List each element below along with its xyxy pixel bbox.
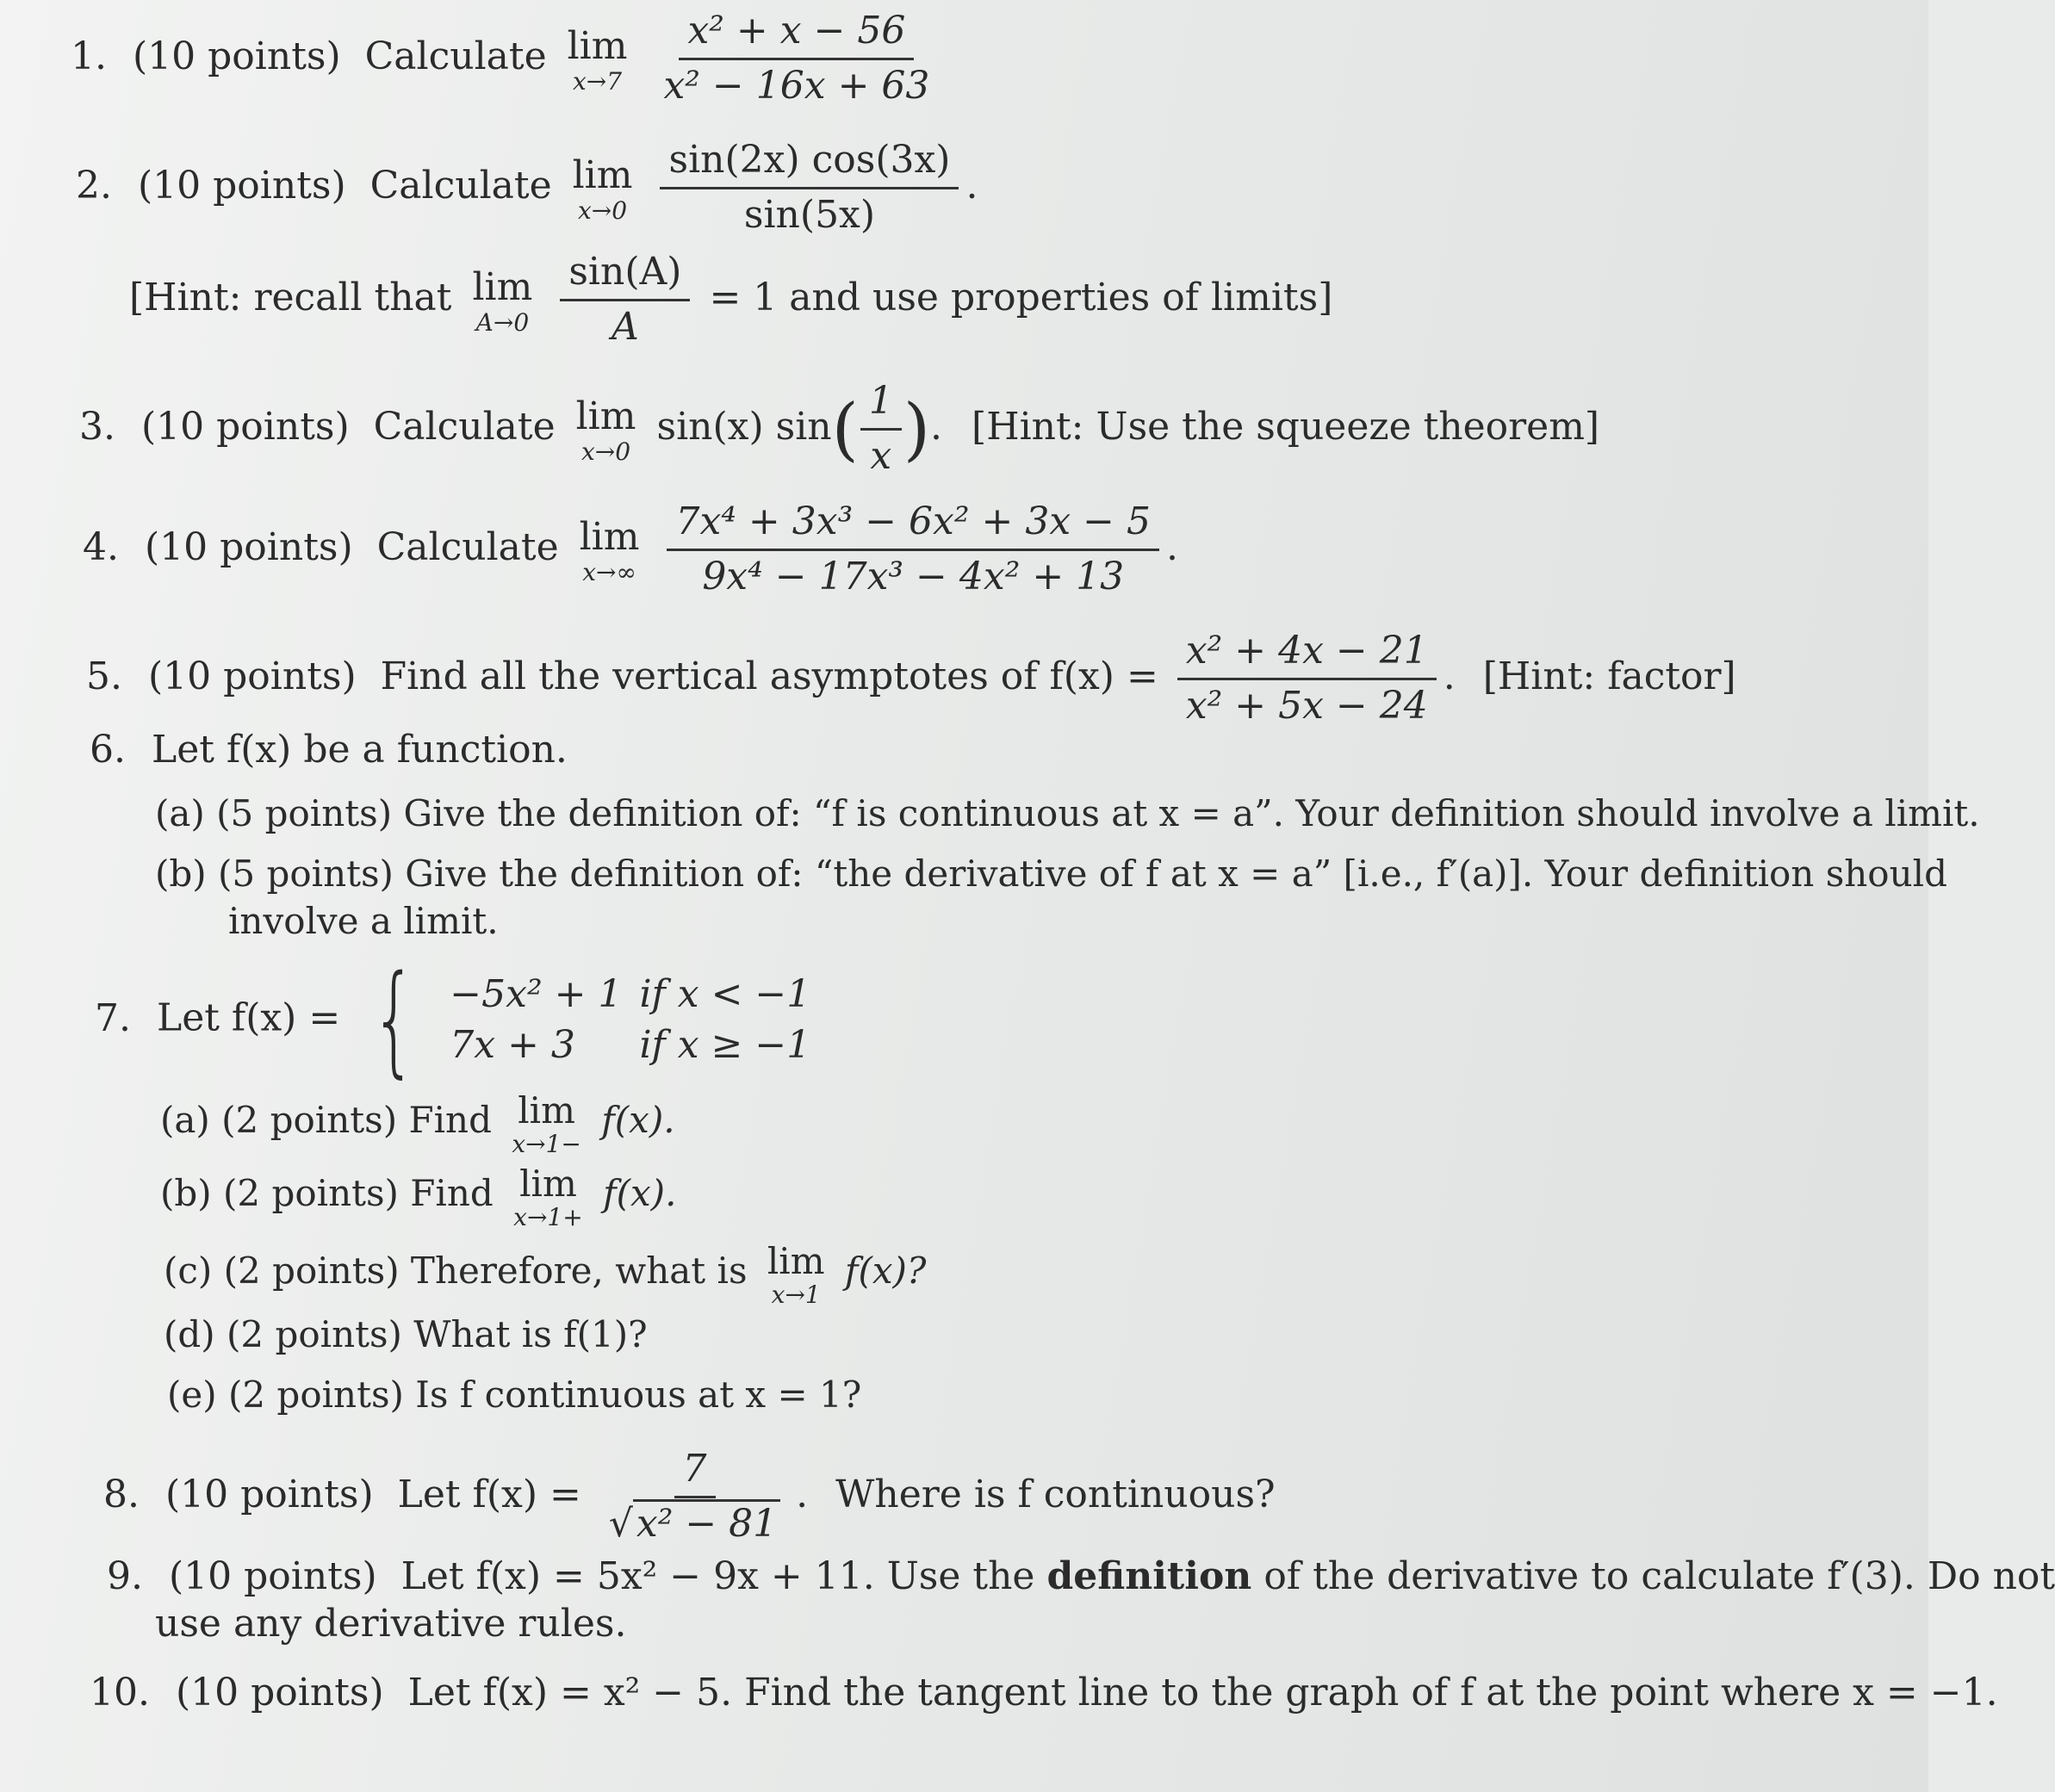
instruction: Calculate xyxy=(364,34,547,78)
left-brace: { xyxy=(371,950,418,1090)
function-definition-label: Let f(x) = xyxy=(156,995,341,1040)
case-condition: if x ≥ −1 xyxy=(639,1023,811,1067)
problem-7a xyxy=(160,1089,675,1159)
instruction: Let f(x) be a function. xyxy=(151,728,568,772)
problem-6a: (a) (5 points) Give the definition of: “f is continuous at x = a”. Your definition should involve a limit. xyxy=(155,792,1980,834)
fraction xyxy=(560,250,690,350)
piecewise-cases xyxy=(448,969,828,1072)
lim-subscript: x→1+ xyxy=(513,1203,583,1232)
right-paren: ) xyxy=(903,388,931,469)
radicand: x² − 81 xyxy=(633,1499,780,1546)
problem-7b xyxy=(160,1163,676,1230)
limit-operator xyxy=(767,1240,825,1310)
problem-6 xyxy=(90,728,568,773)
fraction xyxy=(1177,629,1437,729)
fraction xyxy=(655,9,938,109)
numerator: 7x⁴ + 3x³ − 6x² + 3x − 5 xyxy=(667,499,1159,551)
period: . xyxy=(796,1472,809,1516)
case-row xyxy=(450,970,826,1020)
numerator: x² + x − 56 xyxy=(679,9,914,60)
denominator: x² − 16x + 63 xyxy=(663,63,930,108)
points-label: (10 points) xyxy=(175,1671,384,1714)
lim-word: lim xyxy=(575,394,636,438)
lim-word: lim xyxy=(572,152,633,197)
case-expression: −5x² + 1 xyxy=(450,972,623,1017)
instruction: Calculate xyxy=(373,404,556,449)
numerator: 1 xyxy=(860,379,902,431)
problem-9 xyxy=(107,1554,2055,1600)
instruction-continued: of the derivative to calculate f′(3). Do not xyxy=(1263,1554,2055,1598)
lim-subscript: x→7 xyxy=(573,66,623,96)
period: . xyxy=(1443,654,1456,698)
points-label: (10 points) xyxy=(147,654,357,698)
points-label: (10 points) xyxy=(168,1554,377,1598)
instruction: Let f(x) = 5x² − 9x + 11. Use the xyxy=(400,1554,1035,1598)
fraction xyxy=(660,138,959,239)
limit-operator xyxy=(568,24,628,94)
item-text: (b) (2 points) Find xyxy=(160,1172,494,1215)
problem-9-continued: use any derivative rules. xyxy=(155,1602,627,1646)
numerator: sin(2x) cos(3x) xyxy=(660,138,959,189)
period: . xyxy=(1166,524,1178,569)
case-condition: if x < −1 xyxy=(639,972,811,1017)
instruction: Find all the vertical asymptotes of f(x) = xyxy=(380,654,1158,698)
problem-7c xyxy=(164,1240,927,1310)
hint: [Hint: Use the squeeze theorem] xyxy=(972,404,1600,449)
problem-number: 7. xyxy=(95,995,131,1040)
hint-prefix: [Hint: recall that xyxy=(129,275,452,319)
fraction xyxy=(860,379,902,480)
denominator: sin(5x) xyxy=(743,192,876,237)
limit-operator xyxy=(580,515,640,585)
limit-operator xyxy=(576,394,636,464)
denominator: 9x⁴ − 17x³ − 4x² + 13 xyxy=(702,554,1125,598)
lim-subscript: x→0 xyxy=(578,195,628,225)
hint-suffix: = 1 and use properties of limits] xyxy=(709,275,1333,319)
lim-word: lim xyxy=(767,1240,825,1282)
sqrt-icon: √ xyxy=(608,1501,633,1546)
limit-operator xyxy=(513,1163,583,1230)
problem-2-hint xyxy=(129,250,1332,350)
problem-6b: (b) (5 points) Give the definition of: “the derivative of f at x = a” [i.e., f′(a)]. Your definition should xyxy=(155,853,1947,895)
case-expression: 7x + 3 xyxy=(450,1023,575,1067)
problem-number: 1. xyxy=(71,34,107,78)
problem-number: 9. xyxy=(107,1554,143,1598)
problem-number: 10. xyxy=(90,1671,150,1714)
left-paren: ( xyxy=(831,388,859,469)
case-row xyxy=(450,1021,826,1070)
problem-number: 2. xyxy=(76,163,112,208)
lim-subscript: x→1− xyxy=(512,1130,581,1159)
problem-6b-continued: involve a limit. xyxy=(228,900,499,942)
lim-subscript: x→∞ xyxy=(582,557,636,586)
denominator: x² + 5x − 24 xyxy=(1185,683,1428,728)
lim-word: lim xyxy=(567,23,628,68)
item-text: (a) (2 points) Find xyxy=(160,1099,492,1142)
item-expression: f(x). xyxy=(603,1172,677,1215)
problem-3 xyxy=(79,379,1599,480)
instruction: Let f(x) = x² − 5. Find the tangent line to the graph of f at the point where x = −1. xyxy=(407,1671,1998,1714)
problem-number: 6. xyxy=(90,728,126,772)
limit-operator xyxy=(472,265,532,335)
problem-number: 8. xyxy=(103,1472,140,1516)
problem-5 xyxy=(86,629,1736,729)
denominator: A xyxy=(611,304,639,349)
points-label: (10 points) xyxy=(144,524,353,569)
problem-7d: (d) (2 points) What is f(1)? xyxy=(164,1313,648,1355)
period: . xyxy=(965,163,978,208)
numerator: 7 xyxy=(674,1447,716,1498)
instruction: Let f(x) = xyxy=(397,1472,581,1516)
lim-subscript: x→0 xyxy=(581,437,631,466)
emphasis-word: definition xyxy=(1046,1554,1252,1598)
denominator xyxy=(600,1498,789,1547)
points-label: (10 points) xyxy=(137,163,346,208)
instruction: Calculate xyxy=(376,524,559,569)
points-label: (10 points) xyxy=(165,1472,374,1516)
lim-word: lim xyxy=(519,1163,577,1205)
problem-10 xyxy=(90,1671,1998,1716)
problem-7e: (e) (2 points) Is f continuous at x = 1? xyxy=(167,1373,862,1416)
problem-1 xyxy=(71,9,945,109)
limit-operator xyxy=(573,153,633,223)
hint: [Hint: factor] xyxy=(1482,654,1736,698)
points-label: (10 points) xyxy=(140,404,350,449)
fraction xyxy=(667,499,1159,600)
problem-number: 3. xyxy=(79,404,115,449)
numerator: x² + 4x − 21 xyxy=(1177,629,1437,680)
denominator: x xyxy=(870,433,892,478)
item-expression: f(x)? xyxy=(844,1249,927,1293)
problem-number: 5. xyxy=(86,654,122,698)
question: Where is f continuous? xyxy=(835,1472,1276,1516)
period: . xyxy=(930,404,943,449)
problem-number: 4. xyxy=(83,524,119,569)
problem-2 xyxy=(76,138,978,239)
points-label: (10 points) xyxy=(132,34,341,78)
fraction xyxy=(600,1447,789,1547)
instruction: Calculate xyxy=(369,163,552,208)
problem-4 xyxy=(83,499,1178,600)
problem-7 xyxy=(95,950,828,1090)
lim-word: lim xyxy=(472,264,533,309)
lim-subscript: A→0 xyxy=(475,307,530,337)
lim-subscript: x→1 xyxy=(771,1280,821,1310)
numerator: sin(A) xyxy=(560,250,690,301)
item-text: (c) (2 points) Therefore, what is xyxy=(164,1249,748,1293)
problem-8 xyxy=(103,1447,1276,1547)
expression: sin(x) sin xyxy=(656,404,832,449)
lim-word: lim xyxy=(579,514,640,559)
lim-word: lim xyxy=(518,1089,575,1132)
limit-operator xyxy=(512,1089,581,1159)
item-expression: f(x). xyxy=(601,1099,675,1142)
